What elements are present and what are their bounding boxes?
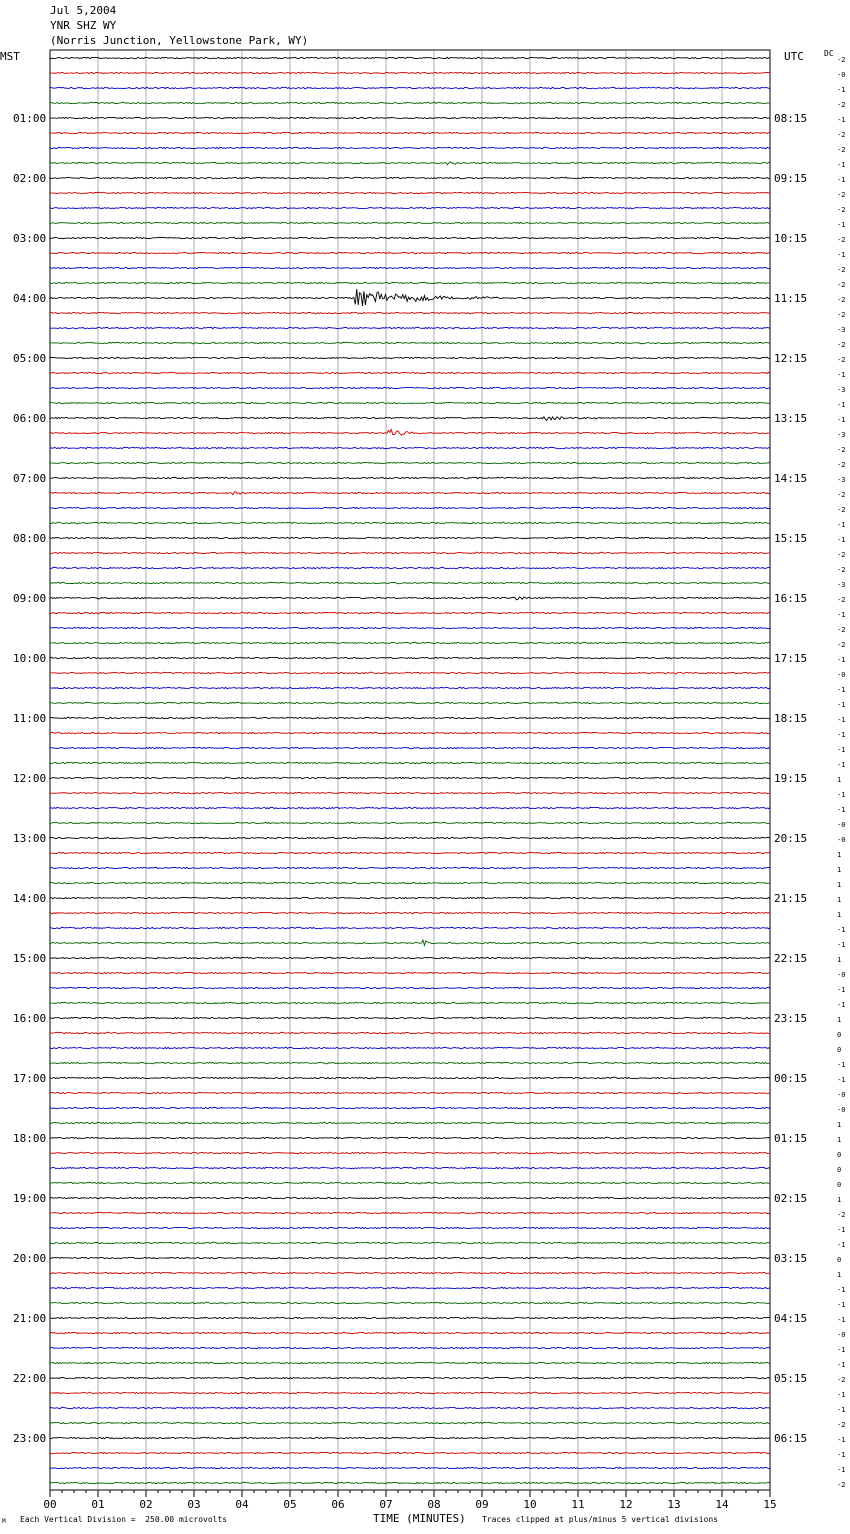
left-hour-label: 20:00 bbox=[13, 1252, 47, 1265]
x-tick-label: 06 bbox=[331, 1498, 345, 1511]
left-hour-label: 05:00 bbox=[13, 352, 47, 365]
dc-offset-label: -2 bbox=[837, 641, 846, 649]
dc-offset-label: 1 bbox=[837, 1196, 842, 1204]
dc-offset-label: 0 bbox=[837, 1256, 842, 1264]
right-hour-label: 18:15 bbox=[774, 712, 808, 725]
trace-line bbox=[50, 1242, 770, 1244]
dc-offset-label: -1 bbox=[837, 1316, 846, 1324]
x-tick-label: 15 bbox=[763, 1498, 777, 1511]
trace-line bbox=[50, 1437, 770, 1439]
trace-line bbox=[50, 1482, 770, 1484]
dc-offset-label: -2 bbox=[837, 311, 846, 319]
dc-offset-label: -2 bbox=[837, 626, 846, 634]
dc-offset-label: -1 bbox=[837, 791, 846, 799]
right-hour-label: 12:15 bbox=[774, 352, 808, 365]
right-hour-label: 20:15 bbox=[774, 832, 808, 845]
dc-offset-label: 0 bbox=[837, 1046, 842, 1054]
corner-mark: M bbox=[2, 1518, 6, 1525]
trace-line bbox=[50, 1062, 770, 1064]
dc-offset-label: -3 bbox=[837, 476, 846, 484]
left-hour-label: 12:00 bbox=[13, 772, 47, 785]
right-hour-label: 00:15 bbox=[774, 1072, 808, 1085]
right-hour-label: 10:15 bbox=[774, 232, 808, 245]
dc-offset-label: -1 bbox=[837, 1466, 846, 1474]
dc-offset-label: -2 bbox=[837, 356, 846, 364]
dc-offset-label: -2 bbox=[837, 266, 846, 274]
trace-line bbox=[50, 1137, 770, 1139]
dc-offset-label: -1 bbox=[837, 521, 846, 529]
trace-line bbox=[50, 1107, 770, 1109]
trace-line bbox=[50, 762, 770, 764]
trace-line bbox=[50, 417, 770, 421]
right-hour-label: 05:15 bbox=[774, 1372, 808, 1385]
trace-line bbox=[50, 1077, 770, 1079]
header-station: YNR SHZ WY bbox=[50, 19, 117, 32]
right-hour-label: 08:15 bbox=[774, 112, 808, 125]
dc-offset-label: -2 bbox=[837, 1481, 846, 1489]
dc-offset-label: -2 bbox=[837, 491, 846, 499]
dc-offset-label: -2 bbox=[837, 446, 846, 454]
trace-line bbox=[50, 1152, 770, 1154]
x-tick-label: 04 bbox=[235, 1498, 249, 1511]
trace-line bbox=[50, 912, 770, 914]
right-hour-label: 14:15 bbox=[774, 472, 808, 485]
trace-line bbox=[50, 807, 770, 809]
right-hour-label: 16:15 bbox=[774, 592, 808, 605]
trace-line bbox=[50, 1377, 770, 1379]
right-hour-label: 17:15 bbox=[774, 652, 808, 665]
dc-offset-label: -1 bbox=[837, 986, 846, 994]
dc-offset-label: 1 bbox=[837, 1136, 842, 1144]
trace-line bbox=[50, 552, 770, 554]
trace-line bbox=[50, 717, 770, 719]
trace-line bbox=[50, 162, 770, 165]
left-hour-label: 17:00 bbox=[13, 1072, 47, 1085]
trace-line bbox=[50, 1197, 770, 1198]
dc-offset-label: -1 bbox=[837, 161, 846, 169]
right-hour-label: 02:15 bbox=[774, 1192, 808, 1205]
dc-offset-label: -1 bbox=[837, 1436, 846, 1444]
right-hour-label: 22:15 bbox=[774, 952, 808, 965]
trace-line bbox=[50, 1347, 770, 1349]
trace-line bbox=[50, 1257, 770, 1259]
trace-line bbox=[50, 882, 770, 883]
trace-line bbox=[50, 72, 770, 74]
left-hour-label: 04:00 bbox=[13, 292, 47, 305]
dc-offset-label: -1 bbox=[837, 761, 846, 769]
dc-offset-label: -1 bbox=[837, 1451, 846, 1459]
right-hour-label: 06:15 bbox=[774, 1432, 808, 1445]
trace-line bbox=[50, 327, 770, 329]
trace-line bbox=[50, 1212, 770, 1214]
dc-offset-label: -0 bbox=[837, 1106, 846, 1114]
dc-label: DC bbox=[824, 49, 834, 58]
trace-line bbox=[50, 282, 770, 284]
dc-offset-label: 0 bbox=[837, 1031, 842, 1039]
trace-line bbox=[50, 567, 770, 568]
grid-layer bbox=[50, 50, 770, 1497]
dc-offset-label: -1 bbox=[837, 746, 846, 754]
right-hour-label: 09:15 bbox=[774, 172, 808, 185]
dc-offset-label: 1 bbox=[837, 911, 842, 919]
trace-line bbox=[50, 897, 770, 899]
dc-offset-label: -1 bbox=[837, 1061, 846, 1069]
dc-offset-label: -2 bbox=[837, 1421, 846, 1429]
dc-offset-label: -1 bbox=[837, 536, 846, 544]
trace-line bbox=[50, 597, 770, 600]
right-hour-label: 04:15 bbox=[774, 1312, 808, 1325]
dc-offset-label: -0 bbox=[837, 836, 846, 844]
dc-offset-label: -1 bbox=[837, 1001, 846, 1009]
trace-line bbox=[50, 612, 770, 614]
dc-offset-label: 0 bbox=[837, 1181, 842, 1189]
dc-offset-label: -1 bbox=[837, 686, 846, 694]
trace-line bbox=[50, 1392, 770, 1394]
left-hour-label: 21:00 bbox=[13, 1312, 47, 1325]
trace-line bbox=[50, 747, 770, 749]
dc-offset-label: -0 bbox=[837, 1331, 846, 1339]
left-hour-label: 14:00 bbox=[13, 892, 47, 905]
dc-offset-label: -1 bbox=[837, 1076, 846, 1084]
trace-line bbox=[50, 1317, 770, 1319]
trace-line bbox=[50, 777, 770, 779]
trace-line bbox=[50, 492, 770, 495]
trace-line bbox=[50, 687, 770, 689]
trace-line bbox=[50, 1302, 770, 1304]
dc-offset-label: 1 bbox=[837, 1121, 842, 1129]
x-tick-label: 11 bbox=[571, 1498, 585, 1511]
dc-offset-label: -1 bbox=[837, 401, 846, 409]
dc-offset-label: -3 bbox=[837, 386, 846, 394]
dc-offset-label: -1 bbox=[837, 926, 846, 934]
trace-line bbox=[50, 822, 770, 824]
dc-offset-label: -1 bbox=[837, 86, 846, 94]
trace-line bbox=[50, 1287, 770, 1288]
trace-line bbox=[50, 1122, 770, 1124]
trace-line bbox=[50, 402, 770, 404]
right-hour-label: 19:15 bbox=[774, 772, 808, 785]
dc-offset-label: -2 bbox=[837, 236, 846, 244]
x-tick-label: 09 bbox=[475, 1498, 489, 1511]
trace-line bbox=[50, 1407, 770, 1409]
trace-line bbox=[50, 87, 770, 89]
dc-offset-label: -1 bbox=[837, 941, 846, 949]
trace-line bbox=[50, 429, 770, 435]
trace-line bbox=[50, 102, 770, 104]
header-date: Jul 5,2004 bbox=[50, 4, 117, 17]
dc-offset-label: -2 bbox=[837, 131, 846, 139]
dc-offset-label: -2 bbox=[837, 281, 846, 289]
dc-offset-label: -2 bbox=[837, 566, 846, 574]
trace-line bbox=[50, 312, 770, 314]
x-tick-label: 12 bbox=[619, 1498, 633, 1511]
trace-line bbox=[50, 342, 770, 344]
dc-offset-label: -1 bbox=[837, 1241, 846, 1249]
x-tick-label: 05 bbox=[283, 1498, 297, 1511]
x-tick-label: 13 bbox=[667, 1498, 681, 1511]
dc-offset-label: -0 bbox=[837, 71, 846, 79]
dc-offset-label: 0 bbox=[837, 1166, 842, 1174]
x-tick-label: 03 bbox=[187, 1498, 201, 1511]
right-hour-label: 03:15 bbox=[774, 1252, 808, 1265]
dc-offset-label: -1 bbox=[837, 1361, 846, 1369]
dc-offset-label: -2 bbox=[837, 1376, 846, 1384]
dc-offset-label: -0 bbox=[837, 671, 846, 679]
trace-line bbox=[50, 1167, 770, 1169]
dc-offset-label: -3 bbox=[837, 431, 846, 439]
dc-offset-label: -1 bbox=[837, 806, 846, 814]
trace-line bbox=[50, 252, 770, 254]
left-hour-label: 13:00 bbox=[13, 832, 47, 845]
trace-line bbox=[50, 147, 770, 149]
dc-offset-label: 1 bbox=[837, 896, 842, 904]
trace-line bbox=[50, 642, 770, 644]
trace-line bbox=[50, 237, 770, 239]
dc-offset-label: -1 bbox=[837, 731, 846, 739]
trace-line bbox=[50, 177, 770, 179]
trace-line bbox=[50, 357, 770, 359]
dc-offset-label: -1 bbox=[837, 1391, 846, 1399]
trace-line bbox=[50, 1227, 770, 1229]
right-hour-label: 01:15 bbox=[774, 1132, 808, 1145]
trace-line bbox=[50, 957, 770, 959]
x-tick-label: 10 bbox=[523, 1498, 537, 1511]
dc-offset-label: -2 bbox=[837, 206, 846, 214]
dc-offset-label: 1 bbox=[837, 866, 842, 874]
trace-line bbox=[50, 792, 770, 794]
trace-line bbox=[50, 447, 770, 449]
trace-line bbox=[50, 132, 770, 134]
trace-line bbox=[50, 837, 770, 839]
scale-note: Each Vertical Division = 250.00 microvolts bbox=[20, 1515, 228, 1524]
dc-offset-label: -3 bbox=[837, 326, 846, 334]
x-tick-label: 01 bbox=[91, 1498, 105, 1511]
dc-offset-label: -1 bbox=[837, 116, 846, 124]
trace-line bbox=[50, 732, 770, 734]
left-hour-label: 06:00 bbox=[13, 412, 47, 425]
left-hour-label: 18:00 bbox=[13, 1132, 47, 1145]
left-hour-label: 08:00 bbox=[13, 532, 47, 545]
trace-line bbox=[50, 972, 770, 973]
trace-line bbox=[50, 1047, 770, 1049]
x-tick-label: 14 bbox=[715, 1498, 729, 1511]
trace-line bbox=[50, 657, 770, 659]
dc-offset-label: -1 bbox=[837, 251, 846, 259]
dc-offset-label: -2 bbox=[837, 191, 846, 199]
left-hour-label: 03:00 bbox=[13, 232, 47, 245]
right-hour-label: 21:15 bbox=[774, 892, 808, 905]
left-hour-label: 11:00 bbox=[13, 712, 47, 725]
trace-line bbox=[50, 289, 770, 306]
label-layer bbox=[13, 56, 845, 1511]
trace-line bbox=[50, 117, 770, 119]
trace-line bbox=[50, 1092, 770, 1094]
dc-offset-label: -0 bbox=[837, 1091, 846, 1099]
trace-line bbox=[50, 987, 770, 989]
trace-line bbox=[50, 522, 770, 524]
trace-line bbox=[50, 267, 770, 269]
dc-offset-label: -1 bbox=[837, 1301, 846, 1309]
dc-offset-label: -0 bbox=[837, 821, 846, 829]
left-hour-label: 16:00 bbox=[13, 1012, 47, 1025]
header-location: (Norris Junction, Yellowstone Park, WY) bbox=[50, 34, 309, 47]
trace-line bbox=[50, 507, 770, 508]
trace-line bbox=[50, 477, 770, 479]
dc-offset-label: -1 bbox=[837, 371, 846, 379]
trace-line bbox=[50, 1452, 770, 1454]
dc-offset-label: -2 bbox=[837, 296, 846, 304]
trace-line bbox=[50, 1332, 770, 1334]
left-hour-label: 15:00 bbox=[13, 952, 47, 965]
trace-line bbox=[50, 57, 770, 59]
dc-offset-label: -2 bbox=[837, 506, 846, 514]
trace-line bbox=[50, 1032, 770, 1034]
x-tick-label: 08 bbox=[427, 1498, 441, 1511]
trace-line bbox=[50, 222, 770, 223]
left-hour-label: 09:00 bbox=[13, 592, 47, 605]
clip-note: Traces clipped at plus/minus 5 vertical divisions bbox=[482, 1515, 719, 1524]
dc-offset-label: -1 bbox=[837, 1286, 846, 1294]
trace-line bbox=[50, 462, 770, 463]
trace-line bbox=[50, 867, 770, 869]
right-timezone-label: UTC bbox=[784, 50, 804, 63]
trace-line bbox=[50, 537, 770, 539]
trace-line bbox=[50, 627, 770, 629]
dc-offset-label: -1 bbox=[837, 176, 846, 184]
dc-offset-label: -3 bbox=[837, 581, 846, 589]
dc-offset-label: -0 bbox=[837, 971, 846, 979]
right-hour-label: 23:15 bbox=[774, 1012, 808, 1025]
dc-offset-label: -1 bbox=[837, 221, 846, 229]
dc-offset-label: 1 bbox=[837, 851, 842, 859]
dc-offset-label: -1 bbox=[837, 701, 846, 709]
dc-offset-label: 0 bbox=[837, 1151, 842, 1159]
dc-offset-label: -2 bbox=[837, 56, 846, 64]
trace-line bbox=[50, 387, 770, 389]
dc-offset-label: 1 bbox=[837, 776, 842, 784]
trace-line bbox=[50, 192, 770, 194]
trace-line bbox=[50, 852, 770, 854]
trace-line bbox=[50, 372, 770, 374]
x-axis-title: TIME (MINUTES) bbox=[373, 1512, 466, 1525]
x-tick-label: 00 bbox=[43, 1498, 57, 1511]
dc-offset-label: -2 bbox=[837, 341, 846, 349]
trace-line bbox=[50, 1182, 770, 1184]
right-hour-label: 11:15 bbox=[774, 292, 808, 305]
left-hour-label: 02:00 bbox=[13, 172, 47, 185]
dc-offset-label: -1 bbox=[837, 1226, 846, 1234]
x-tick-label: 07 bbox=[379, 1498, 393, 1511]
trace-layer bbox=[50, 57, 770, 1484]
left-hour-label: 01:00 bbox=[13, 112, 47, 125]
dc-offset-label: 1 bbox=[837, 956, 842, 964]
dc-offset-label: -1 bbox=[837, 416, 846, 424]
trace-line bbox=[50, 582, 770, 584]
left-hour-label: 07:00 bbox=[13, 472, 47, 485]
trace-line bbox=[50, 940, 770, 945]
dc-offset-label: -1 bbox=[837, 656, 846, 664]
left-hour-label: 10:00 bbox=[13, 652, 47, 665]
dc-offset-label: -2 bbox=[837, 596, 846, 604]
trace-line bbox=[50, 927, 770, 929]
dc-offset-label: 1 bbox=[837, 1271, 842, 1279]
left-hour-label: 19:00 bbox=[13, 1192, 47, 1205]
dc-offset-label: -2 bbox=[837, 146, 846, 154]
dc-offset-label: -1 bbox=[837, 611, 846, 619]
dc-offset-label: -1 bbox=[837, 716, 846, 724]
trace-line bbox=[50, 207, 770, 209]
trace-line bbox=[50, 1272, 770, 1274]
right-hour-label: 15:15 bbox=[774, 532, 808, 545]
dc-offset-label: -2 bbox=[837, 551, 846, 559]
trace-line bbox=[50, 1002, 770, 1004]
trace-line bbox=[50, 1362, 770, 1364]
trace-line bbox=[50, 1467, 770, 1469]
dc-offset-label: -2 bbox=[837, 1211, 846, 1219]
dc-offset-label: 1 bbox=[837, 881, 842, 889]
plot-frame bbox=[50, 50, 770, 1490]
left-timezone-label: MST bbox=[0, 50, 20, 63]
dc-offset-label: -2 bbox=[837, 461, 846, 469]
right-hour-label: 13:15 bbox=[774, 412, 808, 425]
trace-line bbox=[50, 1422, 770, 1424]
trace-line bbox=[50, 1017, 770, 1019]
left-hour-label: 23:00 bbox=[13, 1432, 47, 1445]
dc-offset-label: -1 bbox=[837, 1406, 846, 1414]
left-hour-label: 22:00 bbox=[13, 1372, 47, 1385]
dc-offset-label: 1 bbox=[837, 1016, 842, 1024]
x-tick-label: 02 bbox=[139, 1498, 153, 1511]
trace-line bbox=[50, 702, 770, 703]
dc-offset-label: -1 bbox=[837, 1346, 846, 1354]
dc-offset-label: -2 bbox=[837, 101, 846, 109]
trace-line bbox=[50, 672, 770, 674]
